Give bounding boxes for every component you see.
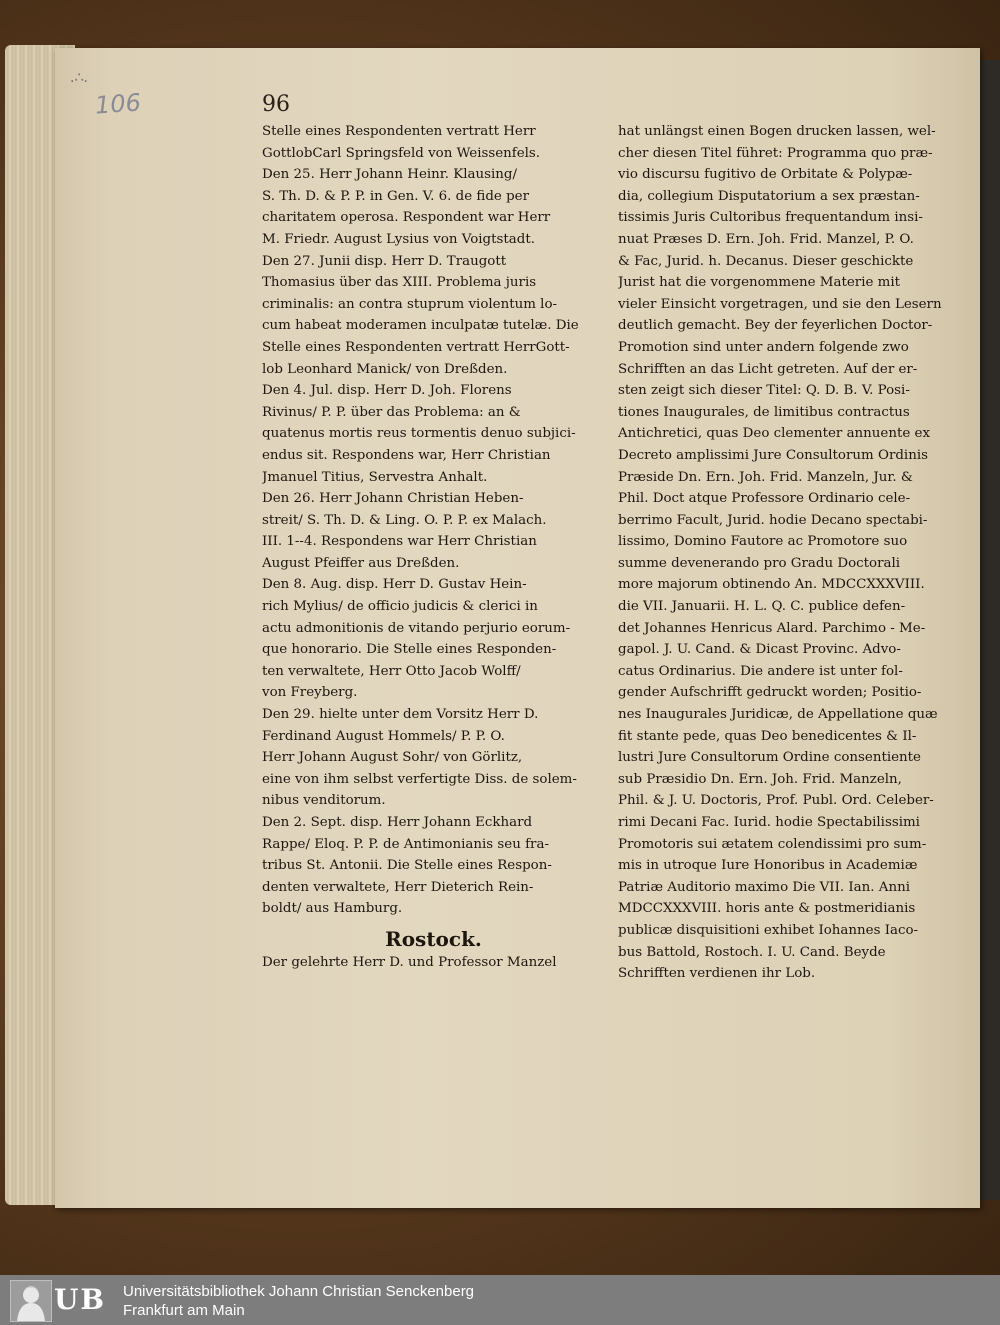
text-line: endus sit. Respondens war, Herr Christian <box>262 447 551 463</box>
text-line: more majorum obtinendo An. MDCCXXXVIII. <box>618 577 925 593</box>
text-line: streit/ S. Th. D. & Ling. O. P. P. ex Malach. <box>262 512 547 528</box>
book-cover-edge <box>978 60 1000 1200</box>
text-line: III. 1--4. Respondens war Herr Christian <box>262 534 537 550</box>
text-line: GottlobCarl Springsfeld von Weissenfels. <box>262 145 541 161</box>
text-line: Jmanuel Titius, Servestra Anhalt. <box>262 469 488 485</box>
text-line: tiones Inaugurales, de limitibus contractus <box>618 404 910 420</box>
text-line: Ferdinand August Hommels/ P. P. O. <box>262 728 505 744</box>
text-line: rich Mylius/ de officio judicis & clerici in <box>262 599 538 615</box>
text-line: Den 26. Herr Johann Christian Heben- <box>262 491 524 507</box>
library-name-line2: Frankfurt am Main <box>123 1302 245 1319</box>
text-line: summe devenerando pro Gradu Doctorali <box>618 555 901 571</box>
text-line: mis in utroque Iure Honoribus in Academiæ <box>618 858 918 874</box>
text-line: Patriæ Auditorio maximo Die VII. Ian. Anni <box>618 879 910 895</box>
text-line: sub Præsidio Dn. Ern. Joh. Frid. Manzeln, <box>618 771 902 787</box>
text-line: Herr Johann August Sohr/ von Görlitz, <box>262 750 523 766</box>
library-footer <box>0 1275 1000 1325</box>
text-line: denten verwaltete, Herr Dieterich Rein- <box>262 879 534 895</box>
text-line: Rivinus/ P. P. über das Problema: an & <box>262 404 521 420</box>
text-line: ten verwaltete, Herr Otto Jacob Wolff/ <box>262 663 521 679</box>
text-line: vio discursu fugitivo de Orbitate & Polypæ- <box>618 167 913 183</box>
text-line: August Pfeiffer aus Dreßden. <box>262 555 460 571</box>
text-line: rimi Decani Fac. Iurid. hodie Spectabilissimi <box>618 815 920 830</box>
text-line: deutlich gemacht. Bey der feyerlichen Doctor- <box>618 318 933 334</box>
text-line: det Johannes Henricus Alard. Parchimo - Me- <box>618 620 926 636</box>
text-line: Stelle eines Respondenten vertratt Herr <box>262 124 536 139</box>
section-heading-rostock: Rostock. <box>385 926 482 951</box>
text-line: Der gelehrte Herr D. und Professor Manzel <box>262 954 557 970</box>
text-line: Phil. & J. U. Doctoris, Prof. Publ. Ord. Celeber- <box>618 793 934 809</box>
pencil-page-number: 106 <box>94 88 142 120</box>
text-line: Den 29. hielte unter dem Vorsitz Herr D. <box>262 707 539 723</box>
text-line: die VII. Januarii. H. L. Q. C. publice defen- <box>618 599 906 615</box>
text-line: Den 4. Jul. disp. Herr D. Joh. Florens <box>262 383 512 399</box>
text-line: Den 8. Aug. disp. Herr D. Gustav Hein- <box>262 577 527 593</box>
text-line: Præside Dn. Ern. Joh. Frid. Manzeln, Jur. & <box>618 469 913 485</box>
text-line: cum habeat moderamen inculpatæ tutelæ. Die <box>262 318 579 334</box>
text-line: fit stante pede, quas Deo benedicentes & Il- <box>618 728 917 744</box>
text-line: Promotoris sui ætatem colendissimi pro sum- <box>618 836 927 852</box>
left-text-column <box>262 121 605 974</box>
text-line: Promotion sind unter andern folgende zwo <box>618 339 909 355</box>
page-number: 96 <box>262 92 290 117</box>
text-line: gender Aufschrifft gedruckt worden; Positio- <box>618 685 922 701</box>
text-line: M. Friedr. August Lysius von Voigtstadt. <box>262 231 535 247</box>
text-line: actu admonitionis de vitando perjurio eorum- <box>262 620 571 636</box>
text-line: tissimis Juris Cultoribus frequentandum insi- <box>618 210 923 226</box>
text-line: Stelle eines Respondenten vertratt HerrGott- <box>262 339 570 355</box>
text-line: lob Leonhard Manick/ von Dreßden. <box>262 361 508 377</box>
text-line: S. Th. D. & P. P. in Gen. V. 6. de fide per <box>262 188 529 204</box>
text-line: & Fac, Jurid. h. Decanus. Dieser geschickte <box>618 253 914 269</box>
right-text-column <box>618 121 948 985</box>
text-line: eine von ihm selbst verfertigte Diss. de solem- <box>262 771 577 787</box>
text-line: Den 25. Herr Johann Heinr. Klausing/ <box>262 167 518 183</box>
ub-logo: UB <box>54 1283 107 1316</box>
text-line: nes Inaugurales Juridicæ, de Appellatione quæ <box>618 707 938 723</box>
text-line: lustri Jure Consultorum Ordine consentiente <box>618 750 921 766</box>
text-line: vieler Einsicht vorgetragen, und sie den Lesern <box>618 296 942 312</box>
text-line: Jurist hat die vorgenommene Materie mit <box>618 275 901 291</box>
text-line: boldt/ aus Hamburg. <box>262 901 403 917</box>
text-line: criminalis: an contra stuprum violentum lo- <box>262 296 558 312</box>
corner-marks: .∴. <box>70 70 88 86</box>
text-line: Den 2. Sept. disp. Herr Johann Eckhard <box>262 815 533 830</box>
text-line: lissimo, Domino Fautore ac Promotore suo <box>618 534 908 550</box>
text-line: Phil. Doct atque Professore Ordinario cele- <box>618 491 911 507</box>
text-line: catus Ordinarius. Die andere ist unter fol- <box>618 663 903 679</box>
text-line: quatenus mortis reus tormentis denuo subjici- <box>262 426 576 442</box>
text-line: Schrifften verdienen ihr Lob. <box>618 966 816 982</box>
text-line: von Freyberg. <box>262 685 358 701</box>
text-line: charitatem operosa. Respondent war Herr <box>262 210 551 226</box>
text-line: MDCCXXXVIII. horis ante & postmeridianis <box>618 901 916 917</box>
text-line: berrimo Facult, Jurid. hodie Decano spectabi- <box>618 512 928 528</box>
text-line: gapol. J. U. Cand. & Dicast Provinc. Advo- <box>618 642 901 658</box>
text-line: sten zeigt sich dieser Titel: Q. D. B. V. Posi- <box>618 383 910 399</box>
text-line: Den 27. Junii disp. Herr D. Traugott <box>262 253 507 269</box>
text-line: que honorario. Die Stelle eines Responden- <box>262 642 557 658</box>
text-line: dia, collegium Disputatorium a sex præstan- <box>618 188 920 204</box>
text-line: cher diesen Titel führet: Programma quo præ- <box>618 145 933 161</box>
text-line: nibus venditorum. <box>262 793 386 809</box>
text-line: Schrifften an das Licht getreten. Auf der er- <box>618 361 918 377</box>
portrait-icon <box>10 1280 52 1322</box>
text-line: nuat Præses D. Ern. Joh. Frid. Manzel, P. O. <box>618 231 914 247</box>
text-line: Rappe/ Eloq. P. P. de Antimonianis seu fra- <box>262 836 549 852</box>
text-line: Thomasius über das XIII. Problema juris <box>262 275 537 291</box>
text-line: Antichretici, quas Deo clementer annuente ex <box>618 426 931 442</box>
text-line: tribus St. Antonii. Die Stelle eines Respon- <box>262 858 552 874</box>
library-name <box>123 1282 474 1320</box>
text-line: hat unlängst einen Bogen drucken lassen, wel- <box>618 124 936 139</box>
text-line: publicæ disquisitioni exhibet Iohannes Iaco- <box>618 922 919 938</box>
text-line: Decreto amplissimi Jure Consultorum Ordinis <box>618 447 928 463</box>
library-name-line1: Universitätsbibliothek Johann Christian Senckenberg <box>123 1283 475 1300</box>
text-line: bus Battold, Rostoch. I. U. Cand. Beyde <box>618 944 886 960</box>
